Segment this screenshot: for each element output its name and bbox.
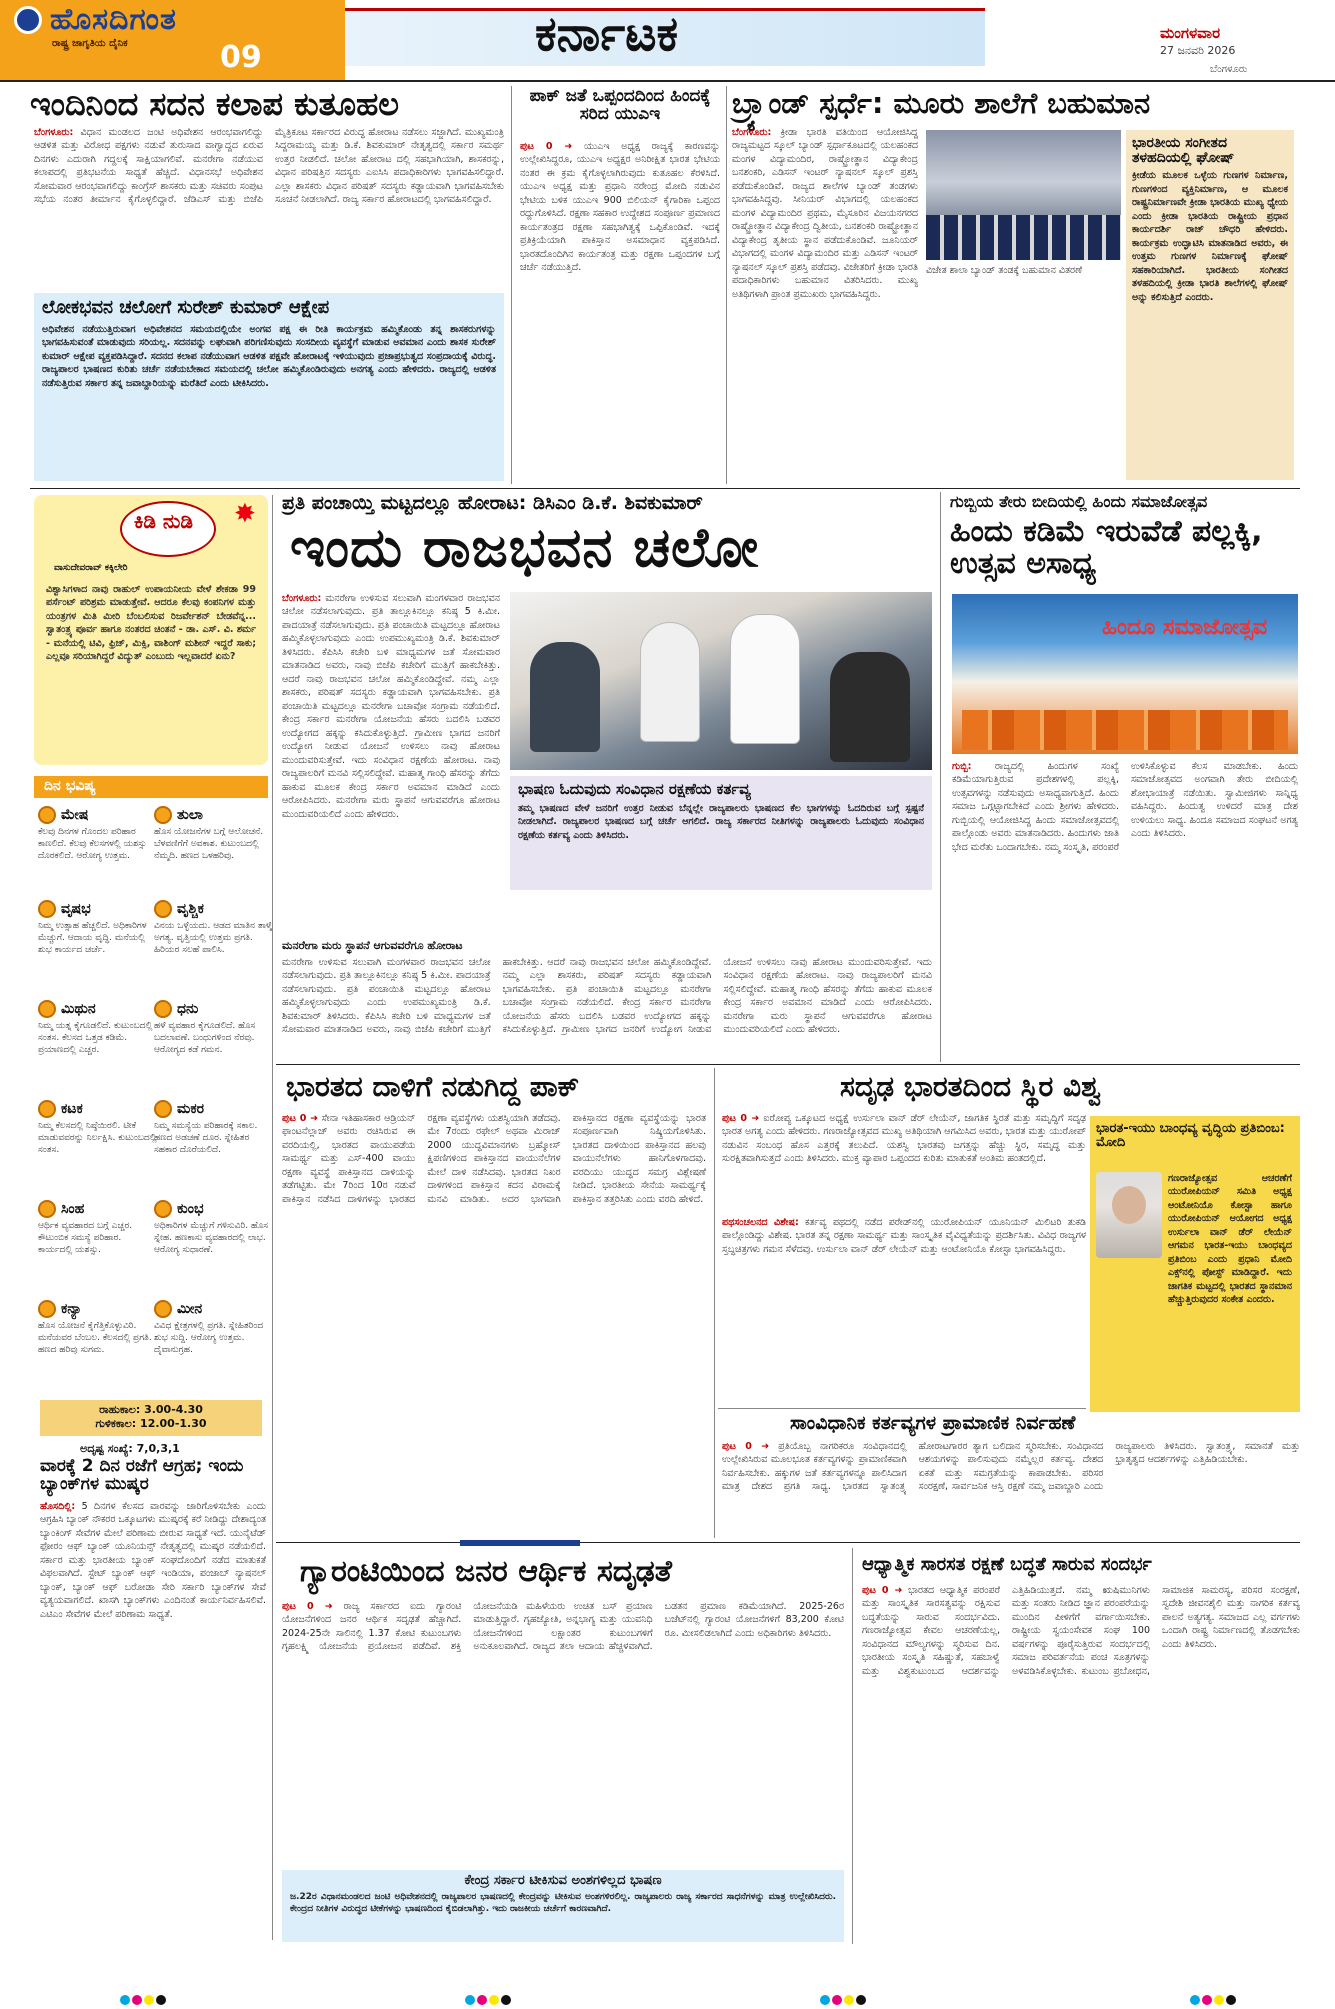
rahukala: ರಾಹುಕಾಲ: 3.00-4.30 (99, 1403, 203, 1416)
registration-marks (465, 1990, 513, 2009)
zodiac-text: ನಿಮ್ಮ ಯತ್ನ ಕೈಗೂಡಲಿದೆ. ಕುಟುಂಬದಲ್ಲಿ ಸಂತಸ. ಕೆಲಸದ ಒತ್ತಡ ಕಡಿಮೆ. ಪ್ರಯಾಣದಲ್ಲಿ ಎಚ್ಚರ. (38, 1021, 153, 1056)
zodiac-sign (38, 1000, 158, 1056)
zodiac-icon (154, 1100, 172, 1118)
spark-icon: ✸ (234, 499, 256, 529)
hindu-headline: ಹಿಂದು ಕಡಿಮೆ ಇರುವೆಡೆ ಪಲ್ಲಕ್ಕಿ, ಉತ್ಸವ ಅಸಾಧ್ಯ (950, 514, 1263, 581)
stable-sub-text: ಕರ್ತವ್ಯ ಪಥದಲ್ಲಿ ನಡೆದ ಪರೇಡ್‌ನಲ್ಲಿ ಯುರೋಪಿಯನ್ ಯೂನಿಯನ್ ಮಿಲಿಟರಿ ತುಕಡಿ ಪಾಲ್ಗೊಂಡಿದ್ದು ವಿಶೇಷ. ಭಾರತ ತನ್ನ ರಕ್ಷಣಾ ಸಾಮರ್ಥ್ಯ ಮತ್ತು ಸಾಂಸ್ಕೃತಿಕ ವೈವಿಧ್ಯತೆಯನ್ನು ಪ್ರದರ್ಶಿಸಿತು. ವಿವಿಧ ರಾಜ್ಯಗಳ ಸ್ತಬ್ಧಚಿತ್ರಗಳು ಗಮನ ಸೆಳೆದವು. ಉರ್ಸುಲಾ ವಾನ್ ಡೆರ್ ಲೇಯೆನ್ ಮತ್ತು ಆಂಟೋನಿಯೊ ಕೋಸ್ಟಾ ಭಾಗವಹಿಸಿದ್ದರು. (722, 1217, 1086, 1255)
story3-caption: ವಿಜೇತ ಶಾಲಾ ಬ್ಯಾಂಡ್ ತಂಡಕ್ಕೆ ಬಹುಮಾನ ವಿತರಣೆ (926, 265, 1082, 276)
cartoon-box (34, 495, 268, 765)
sidebox-body: ಕ್ರೀಡೆಯ ಮೂಲಕ ಒಳ್ಳೆಯ ಗುಣಗಳ ನಿರ್ಮಾಣ, ಗುಣಗಳಿಂದ ವ್ಯಕ್ತಿನಿರ್ಮಾಣ, ಆ ಮೂಲಕ ರಾಷ್ಟ್ರನಿರ್ಮಾಣವೇ ಕ್ರೀಡಾ ಭಾರತಿಯ ಮುಖ್ಯ ಧ್ಯೇಯ ಎಂದು ಕ್ರೀಡಾ ಭಾರತಿಯ ರಾಷ್ಟ್ರೀಯ ಪ್ರಧಾನ ಕಾರ್ಯದರ್ಶಿ ರಾಜ್ ಚೌಧರಿ ಹೇಳಿದರು. ಕಾರ್ಯಕ್ರಮ ಉದ್ಘಾಟಿಸಿ ಮಾತನಾಡಿದ ಅವರು, ಈ ಉತ್ತಮ ಗುಣಗಳ ನಿರ್ಮಾಣಕ್ಕೆ ಘೋಷ್ ಸಹಕಾರಿಯಾಗಿದೆ. ಭಾರತೀಯ ಸಂಗೀತದ ತಳಹದಿಯಲ್ಲಿ ಕ್ರೀಡಾ ಭಾರತಿ ಶಾಲೆಗಳಲ್ಲಿ ಘೋಷ್ ಅನ್ನು ಕಲಿಸುತ್ತಿದೆ ಎಂದರು. (1132, 170, 1288, 303)
pak-dateline: ಪುಟ 0 ➜ (282, 1113, 319, 1124)
zodiac-text: ವಿನಯ ಒಳ್ಳೆಯದು. ಆಡದ ಮಾತಿನ ತಾಳ್ಮೆ ಅಗತ್ಯ. ವೃತ್ತಿಯಲ್ಲಿ ಉತ್ತಮ ಪ್ರಗತಿ. ಹಿರಿಯರ ಸಲಹೆ ಪಾಲಿಸಿ. (154, 921, 273, 956)
registration-marks (820, 1990, 868, 2009)
story3-headline: ಬ್ರ್ಯಾಂಡ್ ಸ್ಪರ್ಧೆ: ಮೂರು ಶಾಲೆಗೆ ಬಹುಮಾನ (732, 86, 1151, 120)
zodiac-sign (154, 900, 274, 956)
story2-dateline: ಪುಟ 0 ➜ (520, 141, 573, 152)
registration-marks (120, 1990, 168, 2009)
hindu-text: ರಾಜ್ಯದಲ್ಲಿ ಹಿಂದುಗಳ ಸಂಖ್ಯೆ ಕಡಿಮೆಯಾಗುತ್ತಿರುವ ಪ್ರದೇಶಗಳಲ್ಲಿ ಪಲ್ಲಕ್ಕಿ, ಉತ್ಸವಗಳನ್ನು ನಡೆಸುವುದು ಅಸಾಧ್ಯವಾಗುತ್ತಿದೆ. ಹಿಂದು ಸಮಾಜ ಒಗ್ಗಟ್ಟಾಗಬೇಕಿದೆ ಎಂದು ಶ್ರೀಗಳು ಹೇಳಿದರು. ಗುಬ್ಬಿಯಲ್ಲಿ ಆಯೋಜಿಸಿದ್ದ ಹಿಂದು ಸಮಾಜೋತ್ಸವದಲ್ಲಿ ಪಾಲ್ಗೊಂಡು ಅವರು ಮಾತನಾಡಿದರು. ಹಿಂದುಗಳು ಜಾತಿ ಭೇದ ಮರೆತು ಒಂದಾಗಬೇಕು. ನಮ್ಮ ಸಂಸ್ಕೃತಿ, ಪರಂಪರೆ ಉಳಿಸಿಕೊಳ್ಳುವ ಕೆಲಸ ಮಾಡಬೇಕು. ಹಿಂದು ಸಮಾಜೋತ್ಸವದ ಅಂಗವಾಗಿ ತೇರು ಬೀದಿಯಲ್ಲಿ ಶೋಭಾಯಾತ್ರೆ ನಡೆಯಿತು. ಸ್ವಾಮೀಜಿಗಳು ಸಾನ್ನಿಧ್ಯ ವಹಿಸಿದ್ದರು. ಹಿಂದುತ್ವ ಉಳಿದರೆ ಮಾತ್ರ ದೇಶ ಉಳಿಯಲು ಸಾಧ್ಯ. ಹಿಂದೂ ಸಮಾಜದ ಸಂಘಟನೆ ಅಗತ್ಯ ಎಂದು ತಿಳಿಸಿದರು. (952, 761, 1298, 853)
stable-text: ಐರೋಪ್ಯ ಒಕ್ಕೂಟದ ಅಧ್ಯಕ್ಷೆ ಉರ್ಸುಲಾ ವಾನ್ ಡೆರ್ ಲೇಯೆನ್, ಜಾಗತಿಕ ಸ್ಥಿರತೆ ಮತ್ತು ಸಮೃದ್ಧಿಗೆ ಸದೃಢ ಭಾರತ ಅಗತ್ಯ ಎಂದು ಹೇಳಿದರು. ಗಣರಾಜ್ಯೋತ್ಸವದ ಮುಖ್ಯ ಅತಿಥಿಯಾಗಿ ಆಗಮಿಸಿದ ಅವರು, ಭಾರತ ಮತ್ತು ಯುರೋಪ್ ನಡುವಿನ ಸಂಬಂಧ ಹೊಸ ಎತ್ತರಕ್ಕೆ ತಲುಪಿದೆ. ಯಶಸ್ವಿ ಭಾರತವು ಜಗತ್ತನ್ನು ಹೆಚ್ಚು ಸ್ಥಿರ, ಸಮೃದ್ಧ ಮತ್ತು ಸುರಕ್ಷಿತವಾಗಿಸುತ್ತದೆ ಎಂದು ತಿಳಿಸಿದರು. ಮುಕ್ತ ವ್ಯಾಪಾರ ಒಪ್ಪಂದದ ಕುರಿತು ಮಾತುಕತೆ ಅಂತಿಮ ಹಂತದಲ್ಲಿದೆ. (722, 1113, 1086, 1165)
zodiac-icon (154, 806, 172, 824)
modi-photo (1096, 1172, 1162, 1258)
story3-dateline: ಬೆಂಗಳೂರು: (732, 127, 772, 138)
lead-kicker: ಪ್ರತಿ ಪಂಚಾಯ್ತಿ ಮಟ್ಟದಲ್ಲೂ ಹೋರಾಟ: ಡಿಸಿಎಂ ಡಿ.ಕೆ. ಶಿವಕುಮಾರ್ (282, 492, 703, 514)
zodiac-name: ಕಟಕ (61, 1101, 83, 1117)
zodiac-sign (38, 806, 158, 862)
photo-figure (730, 614, 800, 744)
registration-marks (1190, 1990, 1238, 2009)
zodiac-name: ಕನ್ಯಾ (61, 1301, 82, 1317)
zodiac-sign (38, 900, 158, 956)
story2-text: ಯುಎಇ ಅಧ್ಯಕ್ಷ ರಾಜ್ಯಕ್ಕೆ ಕಾರಣವನ್ನು ಉಲ್ಲೇಖಿಸಿದ್ದರೂ, ಯುಎಇ ಅಧ್ಯಕ್ಷರ ಅನಿರೀಕ್ಷಿತ ಭಾರತ ಭೇಟಿಯ ನಂತರ ಈ ಕ್ರಮ ಕೈಗೊಳ್ಳಲಾಗಿರುವುದು ಕುತೂಹಲ ಕೆರಳಿಸಿದೆ. ಯುಎಇ ಅಧ್ಯಕ್ಷ ಮತ್ತು ಪ್ರಧಾನಿ ನರೇಂದ್ರ ಮೋದಿ ನಡುವಿನ ಭೇಟಿಯ ಬಳಿಕ ಯುಎಇ 900 ಬಿಲಿಯನ್ ಕೈಗಾರಿಕಾ ಒಪ್ಪಂದ ರದ್ದುಗೊಳಿಸಿದೆ. ರಕ್ಷಣಾ ಸಹಕಾರ ಉದ್ದೇಶದ ಸಂಪೂರ್ಣ ಪ್ರಮಾಣದ ಕಾರ್ಯತಂತ್ರದ ರಕ್ಷಣಾ ಸಹಭಾಗಿತ್ವಕ್ಕೆ ಒಪ್ಪಿಕೊಂಡಿವೆ. ಇದಕ್ಕೆ ಪ್ರತಿಕ್ರಿಯೆಯಾಗಿ ಪಾಕಿಸ್ತಾನ ಅಸಮಾಧಾನ ವ್ಯಕ್ತಪಡಿಸಿದೆ. ಭಾರತದೊಂದಿಗಿನ ಕಾರ್ಯತಂತ್ರ ಮತ್ತು ರಕ್ಷಣಾ ಒಪ್ಪಂದಗಳ ಬಗ್ಗೆ ಚರ್ಚೆ ನಡೆಯುತ್ತಿದೆ. (520, 141, 720, 274)
lead-box-headline: ಭಾಷಣ ಓದುವುದು ಸಂವಿಧಾನ ರಕ್ಷಣೆಯ ಕರ್ತವ್ಯ (518, 780, 751, 798)
photo-figure (640, 622, 700, 742)
lead-body-col1 (282, 592, 500, 934)
lead-body-cont: ಮನರೇಗಾ ಉಳಿಸುವ ಸಲುವಾಗಿ ಮಂಗಳವಾರ ರಾಜಭವನ ಚಲೋ ನಡೆಸಲಾಗುವುದು. ಪ್ರತಿ ತಾಲ್ಲೂಕಿನಲ್ಲೂ ಕನಿಷ್ಠ 5 ಕಿ.ಮೀ. ಪಾದಯಾತ್ರೆ ನಡೆಸಲಾಗುವುದು. ಪ್ರತಿ ಪಂಚಾಯಿತಿ ಮಟ್ಟದಲ್ಲೂ ಹೋರಾಟ ಹಮ್ಮಿಕೊಳ್ಳಲಾಗುವುದು ಎಂದು ಉಪಮುಖ್ಯಮಂತ್ರಿ ಡಿ.ಕೆ. ಶಿವಕುಮಾರ್ ತಿಳಿಸಿದರು. ಕೆಪಿಸಿಸಿ ಕಚೇರಿ ಬಳಿ ಮಾಧ್ಯಮಗಳ ಜತೆ ಸೋಮವಾರ ಮಾತನಾಡಿದ ಅವರು, ನಾವು ಬಿಜೆಪಿ ಕಚೇರಿಗೆ ಮುತ್ತಿಗೆ ಹಾಕಬೇಕಿತ್ತು. ಆದರೆ ನಾವು ರಾಜಭವನ ಚಲೋ ಹಮ್ಮಿಕೊಂಡಿದ್ದೇವೆ. ನಮ್ಮ ಎಲ್ಲಾ ಶಾಸಕರು, ಪರಿಷತ್ ಸದಸ್ಯರು ಕಡ್ಡಾಯವಾಗಿ ಭಾಗವಹಿಸಬೇಕು. ಪ್ರತಿ ಪಂಚಾಯಿತಿ ಮಟ್ಟದಲ್ಲೂ ಮನರೇಗಾ ಬಚಾವೋ ಸಂಗ್ರಾಮ ನಡೆಯಲಿದೆ. ಕೇಂದ್ರ ಸರ್ಕಾರ ಮನರೇಗಾ ಯೋಜನೆಯ ಹೆಸರು ಬದಲಿಸಿ ಬಡವರ ಉದ್ಯೋಗದ ಹಕ್ಕನ್ನು ಕಸಿದುಕೊಳ್ಳುತ್ತಿದೆ. ಗ್ರಾಮೀಣ ಭಾಗದ ಜನರಿಗೆ ಉದ್ಯೋಗ ನೀಡುವ ಯೋಜನೆ ಉಳಿಸಲು ನಾವು ಹೋರಾಟ ಮುಂದುವರಿಸುತ್ತೇವೆ. ಇದು ಸಂವಿಧಾನ ರಕ್ಷಣೆಯ ಹೋರಾಟ. ನಾವು ರಾಜ್ಯಪಾಲರಿಗೆ ಮನವಿ ಸಲ್ಲಿಸಲಿದ್ದೇವೆ. ಮಹಾತ್ಮ ಗಾಂಧಿ ಹೆಸರನ್ನು ತೆಗೆದು ಹಾಕುವ ಮೂಲಕ ಕೇಂದ್ರ ಸರ್ಕಾರ ಅವಮಾನ ಮಾಡಿದೆ ಎಂದು ಆರೋಪಿಸಿದರು. ಮನರೇಗಾ ಮರು ಸ್ಥಾಪನೆ ಆಗುವವರೆಗೂ ಹೋರಾಟ ಮುಂದುವರಿಯಲಿದೆ ಎಂದು ಹೇಳಿದರು. (282, 957, 932, 1036)
divider-accent (460, 1540, 580, 1546)
issue-date: 27 ಜನವರಿ 2026 (1160, 44, 1236, 57)
zodiac-sign (38, 1200, 158, 1256)
zodiac-icon (38, 1000, 56, 1018)
zodiac-name: ಸಿಂಹ (61, 1201, 85, 1217)
zodiac-text: ಹಳೆ ವ್ಯವಹಾರ ಕೈಗೂಡಲಿದೆ. ಹೊಸ ಬದಲಾವಣೆ. ಬಂಧುಗಳಿಂದ ನೆರವು. ಆರೋಗ್ಯದ ಕಡೆ ಗಮನ. (154, 1021, 256, 1056)
zodiac-sign (154, 1100, 274, 1156)
subbox1 (34, 293, 504, 481)
sidebox (1126, 130, 1294, 480)
duties-body (722, 1440, 1300, 1536)
masthead-logo-band (0, 0, 345, 82)
dkshivakumar-photo (510, 592, 932, 770)
zodiac-name: ಮಕರ (177, 1101, 205, 1117)
stable-headline: ಸದೃಢ ಭಾರತದಿಂದ ಸ್ಥಿರ ವಿಶ್ವ (840, 1070, 1102, 1103)
lead-headline: ಇಂದು ರಾಜಭವನ ಚಲೋ (290, 516, 760, 579)
zodiac-icon (154, 1000, 172, 1018)
section-rule (276, 1542, 1300, 1543)
column-divider (272, 495, 273, 1940)
lead-box (510, 776, 932, 890)
section-rule (718, 1408, 1086, 1409)
timings-box (40, 1400, 262, 1436)
story1-headline: ಇಂದಿನಿಂದ ಸದನ ಕಲಾಪ ಕುತೂಹಲ (30, 85, 399, 123)
zodiac-name: ಕುಂಭ (177, 1201, 204, 1217)
zodiac-text: ಕೆಲವು ದಿನಗಳ ಗೊಂದಲ ಪರಿಹಾರ ಕಾಣಲಿದೆ. ಕೆಲವು ಕೆಲಸಗಳಲ್ಲಿ ಯಶಸ್ಸು ದೊರಕಲಿದೆ. ಆರೋಗ್ಯ ಉತ್ತಮ. (38, 827, 147, 862)
modi-box-body: ಗಣರಾಜ್ಯೋತ್ಸವ ಆಚರಣೆಗೆ ಯುರೋಪಿಯನ್ ಸಮಿತಿ ಅಧ್ಯಕ್ಷ ಆಂಟೋನಿಯೊ ಕೋಸ್ಟಾ ಹಾಗೂ ಯುರೋಪಿಯನ್ ಆಯೋಗದ ಅಧ್ಯಕ್ಷ ಉರ್ಸುಲಾ ವಾನ್ ಡೆರ್ ಲೇಯೆನ್ ಆಗಮನ ಭಾರತ-ಇಯು ಬಾಂಧವ್ಯದ ಪ್ರತಿಬಿಂಬ ಎಂದು ಪ್ರಧಾನಿ ಮೋದಿ ಎಕ್ಸ್‌ನಲ್ಲಿ ಪೋಸ್ಟ್ ಮಾಡಿದ್ದಾರೆ. ಇದು ಜಾಗತಿಕ ಮಟ್ಟದಲ್ಲಿ ಭಾರತದ ಸ್ಥಾನಮಾನ ಹೆಚ್ಚುತ್ತಿರುವುದರ ಸಂಕೇತ ಎಂದರು. (1168, 1173, 1292, 1306)
issue-day: ಮಂಗಳವಾರ (1160, 24, 1221, 42)
stable-sub-dateline: ಪಥಸಂಚಲನದ ವಿಶೇಷ: (722, 1217, 799, 1228)
subbox1-headline: ಲೋಕಭವನ ಚಲೋಗೆ ಸುರೇಶ್ ಕುಮಾರ್ ಆಕ್ಷೇಪ (42, 297, 330, 318)
zodiac-text: ಹೊಸ ಯೋಜನೆಗಳ ಬಗ್ಗೆ ಆಲೋಚನೆ. ಬೆಳವಣಿಗೆಗೆ ಅವಕಾಶ. ಕುಟುಂಬದಲ್ಲಿ ನೆಮ್ಮದಿ. ಹಣದ ಒಳಹರಿವು. (154, 827, 264, 862)
story1-text: ವಿಧಾನ ಮಂಡಲದ ಜಂಟಿ ಅಧಿವೇಶನ ಆರಂಭವಾಗಲಿದ್ದು ಆಡಳಿತ ಮತ್ತು ವಿರೋಧ ಪಕ್ಷಗಳು ನಡುವೆ ತುರುಸಾದ ವಾಗ್ವಾದ್ದದ ಏರುವ ದಿನಗಳು ಎದುರಾಗಿ ಗದ್ದಲಕ್ಕೆ ಸಾಕ್ಷಿಯಾಗಲಿವೆ. ಮನರೇಗಾ ನಡೆಯುವ ಕಲಾಪದಲ್ಲಿ ಪ್ರತಿಭಟನೆಯ ಸಾಧ್ಯತೆ ಹೆಚ್ಚಿದೆ. ವಿಧಾನಸಭೆ ಅಧಿವೇಶನ ಸೋಮವಾರ ಆರಂಭವಾಗಲಿದ್ದು ಕಾಂಗ್ರೆಸ್ ಶಾಸಕರು ಮತ್ತು ಸಚಿವರು ಸಂಪುಟ ಸಭೆಯ ನಂತರ ತೀರ್ಮಾನ ಕೈಗೊಳ್ಳಲಿದ್ದಾರೆ. ಜೆಡಿಎಸ್ ಮತ್ತು ಬಿಜೆಪಿ ಮೈತ್ರಿಕೂಟ ಸರ್ಕಾರದ ವಿರುದ್ಧ ಹೋರಾಟ ನಡೆಸಲು ಸಜ್ಜಾಗಿದೆ. ಮುಖ್ಯಮಂತ್ರಿ ಸಿದ್ದರಾಮಯ್ಯ ಮತ್ತು ಡಿ.ಕೆ. ಶಿವಕುಮಾರ್ ನೇತೃತ್ವದಲ್ಲಿ ಸರ್ಕಾರ ಸಮರ್ಥ ಉತ್ತರ ನೀಡಲಿದೆ. ಚಲೋ ಹೋರಾಟ ದಲ್ಲಿ ಸಹಭಾಗಿಯಾಗಿ, ಶಾಸಕರನ್ನು, ವಿಧಾನ ಪರಿಷತ್ತಿನ ಸದಸ್ಯರು ಎಐಸಿಸಿ ಪದಾಧಿಕಾರಿಗಳು ಭಾಗವಹಿಸಲಿದ್ದಾರೆ. ಎಲ್ಲಾ ಶಾಸಕರು ವಿಧಾನ ಪರಿಷತ್ ಸದಸ್ಯರು ಕಡ್ಡಾಯವಾಗಿ ಭಾಗವಹಿಸಬೇಕು ಸೂಚನೆ ನೀಡಲಾಗಿದೆ. ರಾಜ್ಯ ಸರ್ಕಾರ ಹೋರಾಟದಲ್ಲಿ ಭಾಗವಹಿಸಲಿದ್ದಾರೆ. (34, 127, 504, 206)
hindu-body (952, 760, 1298, 1060)
zodiac-name: ಮೀನ (177, 1301, 203, 1317)
zodiac-icon (154, 1200, 172, 1218)
modi-box-headline: ಭಾರತ-ಇಯು ಬಾಂಧವ್ಯ ವೃದ್ಧಿಯ ಪ್ರತಿಬಿಂಬ: ಮೋದಿ (1096, 1121, 1285, 1150)
guarantee-body (282, 1600, 844, 1866)
masthead-rule (0, 80, 1335, 82)
page-number: 09 (220, 40, 262, 75)
lucky-numbers: ಅದೃಷ್ಟ ಸಂಖ್ಯೆ: 7,0,3,1 (80, 1442, 180, 1455)
pak-text: ಸೇನಾ ಇತಿಹಾಸಕಾರ ಆಡ್ರಿಯನ್ ಫಾಂಟನೆಲ್ಲಾಜ್ ಅವರು ರಚಿಸಿರುವ ಈ ವರದಿಯಲ್ಲಿ, ಭಾರತದ ವಾಯುಪಡೆಯ ಸಾಮರ್ಥ್ಯ ಮತ್ತು ಎಸ್-400 ವಾಯು ರಕ್ಷಣಾ ವ್ಯವಸ್ಥೆ ಪಾಕಿಸ್ತಾನದ ದಾಳಿಯನ್ನು ತಡೆಗಟ್ಟಿತು. ಮೇ 7ರಿಂದ 10ರ ನಡುವೆ ಪಾಕಿಸ್ತಾನ ನಡೆಸಿದ ದಾಳಿಗಳನ್ನು ಭಾರತದ ರಕ್ಷಣಾ ವ್ಯವಸ್ಥೆಗಳು ಯಶಸ್ವಿಯಾಗಿ ತಡೆದವು. ಮೇ 7ರಂದು ರಫೇಲ್ ಅಥವಾ ಮಿರಾಜ್ 2000 ಯುದ್ಧವಿಮಾನಗಳು ಬ್ರಹ್ಮೋಸ್ ಕ್ಷಿಪಣಿಗಳಿಂದ ಪಾಕಿಸ್ತಾನದ ವಾಯುನೆಲೆಗಳ ಮೇಲೆ ದಾಳಿ ನಡೆಸಿದವು. ಭಾರತದ ನಿಖರ ದಾಳಿಗಳಿಂದ ಪಾಕಿಸ್ತಾನ ಕದನ ವಿರಾಮಕ್ಕೆ ಮನವಿ ಮಾಡಿತು. ಅದರ ಭಾಗವಾಗಿ ಪಾಕಿಸ್ತಾನದ ರಕ್ಷಣಾ ವ್ಯವಸ್ಥೆಯನ್ನು ಭಾರತ ಸಂಪೂರ್ಣವಾಗಿ ನಿಷ್ಕ್ರಿಯಗೊಳಿಸಿತು. ಭಾರತದ ದಾಳಿಯಿಂದ ಪಾಕಿಸ್ತಾನದ ಹಲವು ವಾಯುನೆಲೆಗಳು ಹಾನಿಗೊಳಗಾದವು. ವರದಿಯು ಯುದ್ಧದ ಸಮಗ್ರ ವಿಶ್ಲೇಷಣೆ ನೀಡಿದೆ. ಭಾರತೀಯ ಸೇನೆಯ ಸಾಮರ್ಥ್ಯಕ್ಕೆ ಪಾಕಿಸ್ತಾನ ತತ್ತರಿಸಿತು ಎಂದು ವರದಿ ಹೇಳಿದೆ. (282, 1113, 706, 1205)
zodiac-sign (154, 1300, 274, 1356)
pak-body (282, 1112, 706, 1536)
lead-box-body: ತಮ್ಮ ಭಾಷಣದ ವೇಳೆ ಜನರಿಗೆ ಉತ್ತರ ನೀಡುವ ಬೆನ್ನಲ್ಲೇ ರಾಜ್ಯಪಾಲರು ಭಾಷಣದ ಕೆಲ ಭಾಗಗಳನ್ನು ಓದದಿರುವ ಬಗ್ಗೆ ಸ್ಪಷ್ಟನೆ ನೀಡಲಾಗಿದೆ. ರಾಜ್ಯಪಾಲರ ಭಾಷಣದ ಬಗ್ಗೆ ಚರ್ಚೆ ಆಗಲಿದೆ. ರಾಜ್ಯ ಸರ್ಕಾರದ ನೀತಿಗಳನ್ನು ರಾಜ್ಯಪಾಲರು ಓದುವುದು ಸಂವಿಧಾನ ರಕ್ಷಣೆಯ ಕರ್ತವ್ಯ ಎಂದು ತಿಳಿಸಿದರು. (518, 802, 924, 841)
photo-swamijis (962, 710, 1288, 750)
zodiac-text: ಆರ್ಥಿಕ ವ್ಯವಹಾರದ ಬಗ್ಗೆ ಎಚ್ಚರ. ಕೌಟುಂಬಿಕ ಸಮಸ್ಯೆ ಪರಿಹಾರ. ಕಾರ್ಯದಲ್ಲಿ ಯಶಸ್ಸು. (38, 1221, 133, 1256)
hindu-dateline: ಗುಬ್ಬಿ: (952, 761, 972, 772)
guarantee-headline: ಗ್ಯಾರಂಟಿಯಿಂದ ಜನರ ಆರ್ಥಿಕ ಸದೃಢತೆ (300, 1554, 672, 1589)
story2-body (520, 140, 720, 480)
zodiac-icon (38, 1300, 56, 1318)
logo-tagline: ರಾಷ್ಟ್ರ ಜಾಗೃತಿಯ ದೈನಿಕ (52, 38, 128, 49)
story1-body (34, 126, 504, 288)
section-rule (276, 1064, 1300, 1065)
zodiac-icon (38, 1200, 56, 1218)
story3-text: ಕ್ರೀಡಾ ಭಾರತಿ ವತಿಯಿಂದ ಆಯೋಜಿಸಿದ್ದ ರಾಜ್ಯಮಟ್ಟದ ಸ್ಕೂಲ್ ಬ್ಯಾಂಡ್ ಸ್ಪರ್ಧಾಕೂಟದಲ್ಲಿ ಯಲಹಂಕದ ಮಂಗಳ ವಿದ್ಯಾಮಂದಿರ, ರಾಷ್ಟ್ರೋತ್ಥಾನ ವಿದ್ಯಾಕೇಂದ್ರ ಬನಶಂಕರಿ, ಎಡಿಸನ್ ಇಂಟರ್ ನ್ಯಾಷನಲ್ ಸ್ಕೂಲ್ ಪ್ರಶಸ್ತಿ ಪಡೆದುಕೊಂಡಿವೆ. ರಾಜ್ಯದ ಶಾಲೆಗಳ ಬ್ಯಾಂಡ್ ತಂಡಗಳು ಭಾಗವಹಿಸಿದ್ದವು. ಸೀನಿಯರ್ ವಿಭಾಗದಲ್ಲಿ ಯಲಹಂಕದ ಮಂಗಳ ವಿದ್ಯಾಮಂದಿರ ಪ್ರಥಮ, ಮೈಸೂರಿನ ವಿಜಯನಗರದ ರಾಷ್ಟ್ರೋತ್ಥಾನ ವಿದ್ಯಾಕೇಂದ್ರ ದ್ವಿತೀಯ, ಬನಶಂಕರಿ ರಾಷ್ಟ್ರೋತ್ಥಾನ ವಿದ್ಯಾಕೇಂದ್ರ ತೃತೀಯ ಸ್ಥಾನ ಪಡೆದುಕೊಂಡಿವೆ. ಜೂನಿಯರ್ ವಿಭಾಗದಲ್ಲಿ ಮಂಗಳ ವಿದ್ಯಾಮಂದಿರ ಮತ್ತು ಎಡಿಸನ್ ಇಂಟರ್ ನ್ಯಾಷನಲ್ ಸ್ಕೂಲ್ ಪ್ರಶಸ್ತಿ ಪಡೆದವು. ವಿಜೇತರಿಗೆ ಕ್ರೀಡಾ ಭಾರತಿ ಪದಾಧಿಕಾರಿಗಳು ಬಹುಮಾನ ವಿತರಿಸಿದರು. ಮುಖ್ಯ ಅತಿಥಿಗಳಾಗಿ ಪ್ರಾಂತ ಪ್ರಮುಖರು ಭಾಗವಹಿಸಿದ್ದರು. (732, 127, 918, 300)
issue-city: ಬೆಂಗಳೂರು (1210, 64, 1248, 75)
cartoon-title: ಕಿಡಿ ನುಡಿ (134, 509, 194, 533)
hindu-kicker: ಗುಬ್ಬಿಯ ತೇರು ಬೀದಿಯಲ್ಲಿ ಹಿಂದು ಸಮಾಜೋತ್ಸವ (950, 492, 1208, 511)
spiritual-dateline: ಪುಟ 0 ➜ (862, 1585, 903, 1596)
column-divider (726, 86, 727, 484)
subbox1-body: ಅಧಿವೇಶನ ನಡೆಯುತ್ತಿರುವಾಗ ಅಧಿವೇಶನದ ಸಮಯದಲ್ಲಿಯೇ ಅಂಗವ ಪಕ್ಷ ಈ ರೀತಿ ಕಾರ್ಯಕ್ರಮ ಹಮ್ಮಿಕೊಂಡು ತನ್ನ ಶಾಸಕರುಗಳನ್ನು ಭಾಗವಹಿಸುವಂತೆ ಮಾಡುವುದು ಸರಿಯಲ್ಲ. ಸದನವನ್ನು ಲಘುವಾಗಿ ಪರಿಗಣಿಸುವುದು ಸಂಸದೀಯ ವ್ಯವಸ್ಥೆಗೆ ಮಾಡುವ ಅವಮಾನ ಎಂದು ಶಾಸಕ ಸುರೇಶ್ ಕುಮಾರ್ ಆಕ್ಷೇಪ ವ್ಯಕ್ತಪಡಿಸಿದ್ದಾರೆ. ಸದನದ ಕಲಾಪ ನಡೆಯುವಾಗ ಆಡಳಿತ ಪಕ್ಷವೇ ಹೋರಾಟಕ್ಕೆ ಇಳಿಯುವುದು ಪ್ರಜಾಪ್ರಭುತ್ವದ ಸಂಪ್ರದಾಯಕ್ಕೆ ವಿರುದ್ಧ. ರಾಜ್ಯಪಾಲರ ಭಾಷಣದ ಕುರಿತು ಚರ್ಚೆ ನಡೆಯಬೇಕಾದ ಸಮಯದಲ್ಲಿ ಚಲೋ ಹಮ್ಮಿಕೊಂಡಿರುವುದು ಅನಗತ್ಯ ಎಂದು ಹೇಳಿದರು. ರಾಜ್ಯದಲ್ಲಿ ಆಡಳಿತ ನಡೆಸುತ್ತಿರುವ ಸರ್ಕಾರ ತನ್ನ ಜವಾಬ್ದಾರಿಯನ್ನು ಮರೆತಿದೆ ಎಂದು ಟೀಕಿಸಿದರು. (42, 323, 496, 389)
zodiac-text: ನಿಮ್ಮ ಸಮಸ್ಯೆಯ ಪರಿಹಾರಕ್ಕೆ ಸಕಾಲ. ಹಣದ ಅಡಚಣೆ ದೂರ. ಸ್ನೇಹಿತರ ಸಹಕಾರ ದೊರೆಯಲಿದೆ. (154, 1121, 258, 1156)
bank-text: 5 ದಿನಗಳ ಕೆಲಸದ ವಾರವನ್ನು ಜಾರಿಗೊಳಿಸಬೇಕು ಎಂದು ಆಗ್ರಹಿಸಿ ಬ್ಯಾಂಕ್ ನೌಕರರ ಒಕ್ಕೂಟಗಳು ಮುಷ್ಕರಕ್ಕೆ ಕರೆ ನೀಡಿದ್ದು ದೇಶಾದ್ಯಂತ ಬ್ಯಾಂಕಿಂಗ್ ಸೇವೆಗಳ ಮೇಲೆ ಪರಿಣಾಮ ಬೀರುವ ಸಾಧ್ಯತೆ ಇದೆ. ಯುನೈಟೆಡ್ ಫೋರಂ ಆಫ್ ಬ್ಯಾಂಕ್ ಯೂನಿಯನ್ಸ್ ನೇತೃತ್ವದಲ್ಲಿ ಮುಷ್ಕರ ನಡೆಯಲಿದೆ. ಸರ್ಕಾರ ಮತ್ತು ಭಾರತೀಯ ಬ್ಯಾಂಕ್ ಸಂಘದೊಂದಿಗೆ ನಡೆದ ಮಾತುಕತೆ ವಿಫಲವಾಗಿದೆ. ಸ್ಟೇಟ್ ಬ್ಯಾಂಕ್ ಆಫ್ ಇಂಡಿಯಾ, ಪಂಜಾಬ್ ನ್ಯಾಷನಲ್ ಬ್ಯಾಂಕ್, ಬ್ಯಾಂಕ್ ಆಫ್ ಬರೋಡಾ ಸೇರಿ ಸರ್ಕಾರಿ ಬ್ಯಾಂಕ್‌ಗಳ ಸೇವೆ ವ್ಯತ್ಯಯವಾಗಲಿದೆ. ಖಾಸಗಿ ಬ್ಯಾಂಕ್‌ಗಳು ಎಂದಿನಂತೆ ಕಾರ್ಯನಿರ್ವಹಿಸಲಿವೆ. ಎಟಿಎಂ ಸೇವೆಗಳ ಮೇಲೆ ಪರಿಣಾಮ ಸಾಧ್ಯತೆ. (40, 1501, 266, 1620)
cartoon-body: ವಿಶ್ವಾಸಿಗಳಾದ ನಾವು ರಾಹುಲ್ ಉಪಾಯನೀಯ ವೇಳೆ ಶೇಕಡಾ 99 ಪರ್ಸೆಂಟ್ ಪರಿಶ್ರಮ ಮಾಡುತ್ತೇವೆ. ಆದರೂ ಕೆಲವು ಕಂಪನಿಗಳ ಮತ್ತು ಯಂತ್ರಗಳ ಮಿತಿ ಮೀರಿ ಬೆಂಬಲಿಸುವ ರಿಜರ್ವೇಶನ್ ಬೇಡವೆನ್ನ... ಸ್ವಾತಂತ್ರ್ಯ ಪೂರ್ವ ಹಾಗೂ ನಂತರದ ಚಿಂತನೆ - ಡಾ. ಎಸ್. ವಿ. ಶರ್ಮ - ಮನೆಯಲ್ಲಿ ಟಿವಿ, ಫ್ರಿಜ್, ಮಿಕ್ಸಿ, ವಾಶಿಂಗ್ ಮಶೀನ್ ಇದ್ದರೆ ಸಾಕು; ಎಲ್ಲವೂ ಸರಿಯಾಗಿದ್ದರೆ ವಿದ್ಯುತ್ ಎಂಬುದು ಇಲ್ಲವಾದರೆ ಏನು? (46, 584, 256, 663)
zodiac-text: ನಿಮ್ಮ ಕೆಲಸದಲ್ಲಿ ನಿಷ್ಠೆಯಿರಲಿ. ಟೀಕೆ ಮಾಡುವವರನ್ನು ನಿರ್ಲಕ್ಷಿಸಿ. ಕುಟುಂಬದಲ್ಲಿ ಸಂತಸ. (38, 1121, 157, 1156)
modi-box (1090, 1116, 1300, 1412)
logo-title: ಹೊಸದಿಗಂತ (50, 2, 177, 37)
band-winners-photo (926, 130, 1121, 260)
section-rule (30, 488, 1300, 489)
column-divider (940, 492, 941, 1062)
zodiac-text: ಅಧಿಕಾರಿಗಳ ಮೆಚ್ಚುಗೆ ಗಳಿಸುವಿರಿ. ಹೊಸ ಸ್ನೇಹ. ಹಣಕಾಸು ವ್ಯವಹಾರದಲ್ಲಿ ಲಾಭ. ಆರೋಗ್ಯ ಸುಧಾರಣೆ. (154, 1221, 269, 1256)
stable-body (722, 1112, 1086, 1212)
zodiac-sign (38, 1300, 158, 1356)
horoscope-title: ದಿನ ಭವಿಷ್ಯ (34, 776, 268, 798)
guarantee-text: ರಾಜ್ಯ ಸರ್ಕಾರದ ಐದು ಗ್ಯಾರಂಟಿ ಯೋಜನೆಗಳಿಂದ ಜನರ ಆರ್ಥಿಕ ಸದೃಢತೆ ಹೆಚ್ಚಾಗಿದೆ. 2024-25ನೇ ಸಾಲಿನಲ್ಲಿ 1.37 ಕೋಟಿ ಕುಟುಂಬಗಳು ಗೃಹಲಕ್ಷ್ಮಿ ಯೋಜನೆಯ ಪ್ರಯೋಜನ ಪಡೆದಿವೆ. ಶಕ್ತಿ ಯೋಜನೆಯಡಿ ಮಹಿಳೆಯರು ಉಚಿತ ಬಸ್ ಪ್ರಯಾಣ ಮಾಡುತ್ತಿದ್ದಾರೆ. ಗೃಹಜ್ಯೋತಿ, ಅನ್ನಭಾಗ್ಯ ಮತ್ತು ಯುವನಿಧಿ ಯೋಜನೆಗಳಿಂದ ಲಕ್ಷಾಂತರ ಕುಟುಂಬಗಳಿಗೆ ಅನುಕೂಲವಾಗಿದೆ. ರಾಜ್ಯದ ತಲಾ ಆದಾಯ ಹೆಚ್ಚಳವಾಗಿದೆ. ಬಡತನ ಪ್ರಮಾಣ ಕಡಿಮೆಯಾಗಿದೆ. 2025-26ರ ಬಜೆಟ್‌ನಲ್ಲಿ ಗ್ಯಾರಂಟಿ ಯೋಜನೆಗಳಿಗೆ 83,200 ಕೋಟಿ ರೂ. ಮೀಸಲಿಡಲಾಗಿದೆ ಎಂದು ಅಧಿಕಾರಿಗಳು ತಿಳಿಸಿದರು. (282, 1601, 844, 1653)
story1-dateline: ಬೆಂಗಳೂರು: (34, 127, 74, 138)
gulikakala: ಗುಳಿಕಕಾಲ: 12.00-1.30 (95, 1417, 207, 1430)
column-divider (714, 1068, 715, 1538)
zodiac-sign (154, 806, 274, 862)
duties-text: ಪ್ರತಿಯೊಬ್ಬ ನಾಗರಿಕರೂ ಸಂವಿಧಾನದಲ್ಲಿ ಉಲ್ಲೇಖಿಸಿರುವ ಮೂಲಭೂತ ಕರ್ತವ್ಯಗಳನ್ನು ಪ್ರಾಮಾಣಿಕವಾಗಿ ನಿರ್ವಹಿಸಬೇಕು. ಹಕ್ಕುಗಳ ಜತೆ ಕರ್ತವ್ಯಗಳನ್ನೂ ಪಾಲಿಸಿದಾಗ ಮಾತ್ರ ದೇಶದ ಪ್ರಗತಿ ಸಾಧ್ಯ. ಭಾರತದ ಸ್ವಾತಂತ್ರ್ಯ ಹೋರಾಟಗಾರರ ತ್ಯಾಗ ಬಲಿದಾನ ಸ್ಮರಿಸಬೇಕು. ಸಂವಿಧಾನದ ಆಶಯಗಳನ್ನು ಪಾಲಿಸುವುದು ನಮ್ಮೆಲ್ಲರ ಕರ್ತವ್ಯ. ದೇಶದ ಏಕತೆ ಮತ್ತು ಸಮಗ್ರತೆಯನ್ನು ಕಾಪಾಡಬೇಕು. ಪರಿಸರ ಸಂರಕ್ಷಣೆ, ಸಾರ್ವಜನಿಕ ಆಸ್ತಿ ರಕ್ಷಣೆ ನಮ್ಮ ಜವಾಬ್ದಾರಿ ಎಂದು ರಾಜ್ಯಪಾಲರು ತಿಳಿಸಿದರು. ಸ್ವಾತಂತ್ರ್ಯ, ಸಮಾನತೆ ಮತ್ತು ಭ್ರಾತೃತ್ವದ ಆದರ್ಶಗಳನ್ನು ಎತ್ತಿಹಿಡಿಯಬೇಕು. (722, 1441, 1300, 1493)
stable-dateline: ಪುಟ 0 ➜ (722, 1113, 760, 1124)
zodiac-sign (154, 1200, 274, 1256)
sidebox-headline: ಭಾರತೀಯ ಸಂಗೀತದ ತಳಹದಿಯಲ್ಲಿ ಘೋಷ್ (1132, 135, 1235, 166)
lead-subhead: ಮನರೇಗಾ ಮರು ಸ್ಥಾಪನೆ ಆಗುವವರೆಗೂ ಹೋರಾಟ (282, 939, 463, 952)
bank-dateline: ಹೊಸದಿಲ್ಲಿ: (40, 1501, 76, 1512)
zodiac-name: ತುಲಾ (177, 807, 203, 823)
zodiac-name: ಮೇಷ (61, 807, 89, 823)
modi-face (1112, 1186, 1146, 1224)
zodiac-icon (154, 900, 172, 918)
zodiac-icon (38, 806, 56, 824)
story2-headline: ಪಾಕ್ ಜತೆ ಒಪ್ಪಂದದಿಂದ ಹಿಂದಕ್ಕೆ ಸರಿದ ಯುಎಇ (529, 86, 711, 124)
bank-headline: ವಾರಕ್ಕೆ 2 ದಿನ ರಜೆಗೆ ಆಗ್ರಹ; ಇಂದು ಬ್ಯಾಂಕ್‌ಗಳ ಮುಷ್ಕರ (40, 1456, 244, 1494)
bank-body (40, 1500, 266, 1938)
logo-emblem-icon (14, 6, 42, 34)
zodiac-icon (38, 1100, 56, 1118)
zodiac-name: ಧನು (177, 1001, 199, 1017)
duties-headline: ಸಾಂವಿಧಾನಿಕ ಕರ್ತವ್ಯಗಳ ಪ್ರಾಮಾಣಿಕ ನಿರ್ವಹಣೆ (790, 1412, 1076, 1434)
zodiac-text: ಹೊಸ ಯೋಜನೆ ಕೈಗೆತ್ತಿಕೊಳ್ಳುವಿರಿ. ಮನೆಯವರ ಬೆಂಬಲ. ಕೆಲಸದಲ್ಲಿ ಪ್ರಗತಿ. ಹಣದ ಹರಿವು ಸುಗಮ. (38, 1321, 152, 1356)
photo-banner-text: ಹಿಂದೂ ಸಮಾಜೋತ್ಸವ (1102, 615, 1268, 640)
story3-body (732, 126, 918, 480)
guarantee-box-body: ಜ.22ರ ವಿಧಾನಮಂಡಲದ ಜಂಟಿ ಅಧಿವೇಶನದಲ್ಲಿ ರಾಜ್ಯಪಾಲರ ಭಾಷಣದಲ್ಲಿ ಕೇಂದ್ರವನ್ನು ಟೀಕಿಸುವ ಅಂಶಗಳಿರಲಿಲ್ಲ. ರಾಜ್ಯಪಾಲರು ರಾಜ್ಯ ಸರ್ಕಾರದ ಸಾಧನೆಗಳನ್ನು ಮಾತ್ರ ಉಲ್ಲೇಖಿಸಿದರು. ಕೇಂದ್ರದ ನೀತಿಗಳ ವಿರುದ್ಧದ ಟೀಕೆಗಳನ್ನು ಭಾಷಣದಿಂದ ಕೈಬಿಡಲಾಗಿತ್ತು. ಇದು ರಾಜಕೀಯ ಚರ್ಚೆಗೆ ಕಾರಣವಾಗಿದೆ. (290, 1891, 836, 1915)
zodiac-sign (38, 1100, 158, 1156)
zodiac-name: ವೃಷಭ (61, 901, 91, 917)
column-divider (852, 1548, 853, 1944)
column-divider (511, 86, 512, 484)
guarantee-box-headline: ಕೇಂದ್ರ ಸರ್ಕಾರ ಟೀಕಿಸುವ ಅಂಶಗಳಿಲ್ಲದ ಭಾಷಣ (464, 1873, 662, 1888)
pak-headline: ಭಾರತದ ದಾಳಿಗೆ ನಡುಗಿದ್ದ ಪಾಕ್ (286, 1070, 580, 1103)
spiritual-headline: ಆಧ್ಯಾತ್ಮಿಕ ಸಾರಸತ ರಕ್ಷಣೆ ಬದ್ಧತೆ ಸಾರುವ ಸಂದರ್ಭ (862, 1554, 1152, 1575)
zodiac-icon (38, 900, 56, 918)
stable-sub-body (722, 1216, 1086, 1396)
section-banner (345, 8, 985, 66)
spiritual-text: ಭಾರತದ ಆಧ್ಯಾತ್ಮಿಕ ಪರಂಪರೆ ಮತ್ತು ಸಾಂಸ್ಕೃತಿಕ ಸಾರಸತ್ವವನ್ನು ರಕ್ಷಿಸುವ ಬದ್ಧತೆಯನ್ನು ಸಾರುವ ಸಂದರ್ಭವಿದು. ಗಣರಾಜ್ಯೋತ್ಸವ ಕೇವಲ ಆಚರಣೆಯಲ್ಲ, ಸಂವಿಧಾನದ ಮೌಲ್ಯಗಳನ್ನು ಸ್ಮರಿಸುವ ದಿನ. ಭಾರತೀಯ ಸಂಸ್ಕೃತಿ ಸಹಿಷ್ಣುತೆ, ಸಹಬಾಳ್ವೆ ಮತ್ತು ವಿಶ್ವಕುಟುಂಬದ ಆದರ್ಶವನ್ನು ಎತ್ತಿಹಿಡಿಯುತ್ತದೆ. ನಮ್ಮ ಋಷಿಮುನಿಗಳು ಮತ್ತು ಸಂತರು ನೀಡಿದ ಜ್ಞಾನ ಪರಂಪರೆಯನ್ನು ಮುಂದಿನ ಪೀಳಿಗೆಗೆ ವರ್ಗಾಯಿಸಬೇಕು. ರಾಷ್ಟ್ರೀಯ ಸ್ವಯಂಸೇವಕ ಸಂಘ 100 ವರ್ಷಗಳನ್ನು ಪೂರೈಸುತ್ತಿರುವ ಸಂದರ್ಭದಲ್ಲಿ ಸಮಾಜ ಪರಿವರ್ತನೆಯ ಪಂಚ ಸೂತ್ರಗಳನ್ನು ಅಳವಡಿಸಿಕೊಳ್ಳಬೇಕು. ಕುಟುಂಬ ಪ್ರಬೋಧನ, ಸಾಮಾಜಿಕ ಸಾಮರಸ್ಯ, ಪರಿಸರ ಸಂರಕ್ಷಣೆ, ಸ್ವದೇಶಿ ಜೀವನಶೈಲಿ ಮತ್ತು ನಾಗರಿಕ ಕರ್ತವ್ಯ ಪಾಲನೆ ಅತ್ಯಗತ್ಯ. ಸಮಾಜದ ಎಲ್ಲ ವರ್ಗಗಳು ಒಂದಾಗಿ ರಾಷ್ಟ್ರ ನಿರ್ಮಾಣದಲ್ಲಿ ತೊಡಗಬೇಕು ಎಂದು ತಿಳಿಸಿದರು. (862, 1585, 1300, 1677)
photo-uniforms (926, 215, 1121, 260)
zodiac-name: ಮಿಥುನ (61, 1001, 96, 1017)
zodiac-name: ವೃಶ್ಚಿಕ (177, 901, 204, 917)
guarantee-box (282, 1870, 844, 1942)
spiritual-body (862, 1584, 1300, 1942)
photo-figure (530, 642, 600, 752)
lead-dateline: ಬೆಂಗಳೂರು: (282, 593, 322, 604)
duties-dateline: ಪುಟ 0 ➜ (722, 1441, 770, 1452)
photo-figure (830, 652, 910, 762)
cartoon-author: ವಾಸುದೇವರಾವ್ ಕಕ್ಕಿಲೇರಿ (54, 563, 128, 573)
zodiac-text: ನಿಮ್ಮ ಉತ್ಸಾಹ ಹೆಚ್ಚಲಿದೆ. ಅಧಿಕಾರಿಗಳ ಮೆಚ್ಚುಗೆ. ಆದಾಯ ವೃದ್ಧಿ. ಮನೆಯಲ್ಲಿ ಶುಭ ಕಾರ್ಯದ ಚರ್ಚೆ. (38, 921, 147, 956)
zodiac-icon (154, 1300, 172, 1318)
zodiac-text: ವಿವಿಧ ಕ್ಷೇತ್ರಗಳಲ್ಲಿ ಪ್ರಗತಿ. ಸ್ನೇಹಿತರಿಂದ ಶುಭ ಸುದ್ದಿ. ಆರೋಗ್ಯ ಉತ್ತಮ. ದೈವಾನುಗ್ರಹ. (154, 1321, 264, 1356)
guarantee-dateline: ಪುಟ 0 ➜ (282, 1601, 333, 1612)
zodiac-sign (154, 1000, 274, 1056)
section-title: ಕರ್ನಾಟಕ (535, 6, 679, 62)
samajotsava-photo (952, 594, 1298, 754)
lead-text: ಮನರೇಗಾ ಉಳಿಸುವ ಸಲುವಾಗಿ ಮಂಗಳವಾರ ರಾಜಭವನ ಚಲೋ ನಡೆಸಲಾಗುವುದು. ಪ್ರತಿ ತಾಲ್ಲೂಕಿನಲ್ಲೂ ಕನಿಷ್ಠ 5 ಕಿ.ಮೀ. ಪಾದಯಾತ್ರೆ ನಡೆಸಲಾಗುವುದು. ಪ್ರತಿ ಪಂಚಾಯಿತಿ ಮಟ್ಟದಲ್ಲೂ ಹೋರಾಟ ಹಮ್ಮಿಕೊಳ್ಳಲಾಗುವುದು ಎಂದು ಉಪಮುಖ್ಯಮಂತ್ರಿ ಡಿ.ಕೆ. ಶಿವಕುಮಾರ್ ತಿಳಿಸಿದರು. ಕೆಪಿಸಿಸಿ ಕಚೇರಿ ಬಳಿ ಮಾಧ್ಯಮಗಳ ಜತೆ ಸೋಮವಾರ ಮಾತನಾಡಿದ ಅವರು, ನಾವು ಬಿಜೆಪಿ ಕಚೇರಿಗೆ ಮುತ್ತಿಗೆ ಹಾಕಬೇಕಿತ್ತು. ಆದರೆ ನಾವು ರಾಜಭವನ ಚಲೋ ಹಮ್ಮಿಕೊಂಡಿದ್ದೇವೆ. ನಮ್ಮ ಎಲ್ಲಾ ಶಾಸಕರು, ಪರಿಷತ್ ಸದಸ್ಯರು ಕಡ್ಡಾಯವಾಗಿ ಭಾಗವಹಿಸಬೇಕು. ಪ್ರತಿ ಪಂಚಾಯಿತಿ ಮಟ್ಟದಲ್ಲೂ ಮನರೇಗಾ ಬಚಾವೋ ಸಂಗ್ರಾಮ ನಡೆಯಲಿದೆ. ಕೇಂದ್ರ ಸರ್ಕಾರ ಮನರೇಗಾ ಯೋಜನೆಯ ಹೆಸರು ಬದಲಿಸಿ ಬಡವರ ಉದ್ಯೋಗದ ಹಕ್ಕನ್ನು ಕಸಿದುಕೊಳ್ಳುತ್ತಿದೆ. ಗ್ರಾಮೀಣ ಭಾಗದ ಜನರಿಗೆ ಉದ್ಯೋಗ ನೀಡುವ ಯೋಜನೆ ಉಳಿಸಲು ನಾವು ಹೋರಾಟ ಮುಂದುವರಿಸುತ್ತೇವೆ. ಇದು ಸಂವಿಧಾನ ರಕ್ಷಣೆಯ ಹೋರಾಟ. ನಾವು ರಾಜ್ಯಪಾಲರಿಗೆ ಮನವಿ ಸಲ್ಲಿಸಲಿದ್ದೇವೆ. ಮಹಾತ್ಮ ಗಾಂಧಿ ಹೆಸರನ್ನು ತೆಗೆದು ಹಾಕುವ ಮೂಲಕ ಕೇಂದ್ರ ಸರ್ಕಾರ ಅವಮಾನ ಮಾಡಿದೆ ಎಂದು ಆರೋಪಿಸಿದರು. ಮನರೇಗಾ ಮರು ಸ್ಥಾಪನೆ ಆಗುವವರೆಗೂ ಹೋರಾಟ ಮುಂದುವರಿಯಲಿದೆ ಎಂದು ಹೇಳಿದರು. (282, 593, 500, 820)
